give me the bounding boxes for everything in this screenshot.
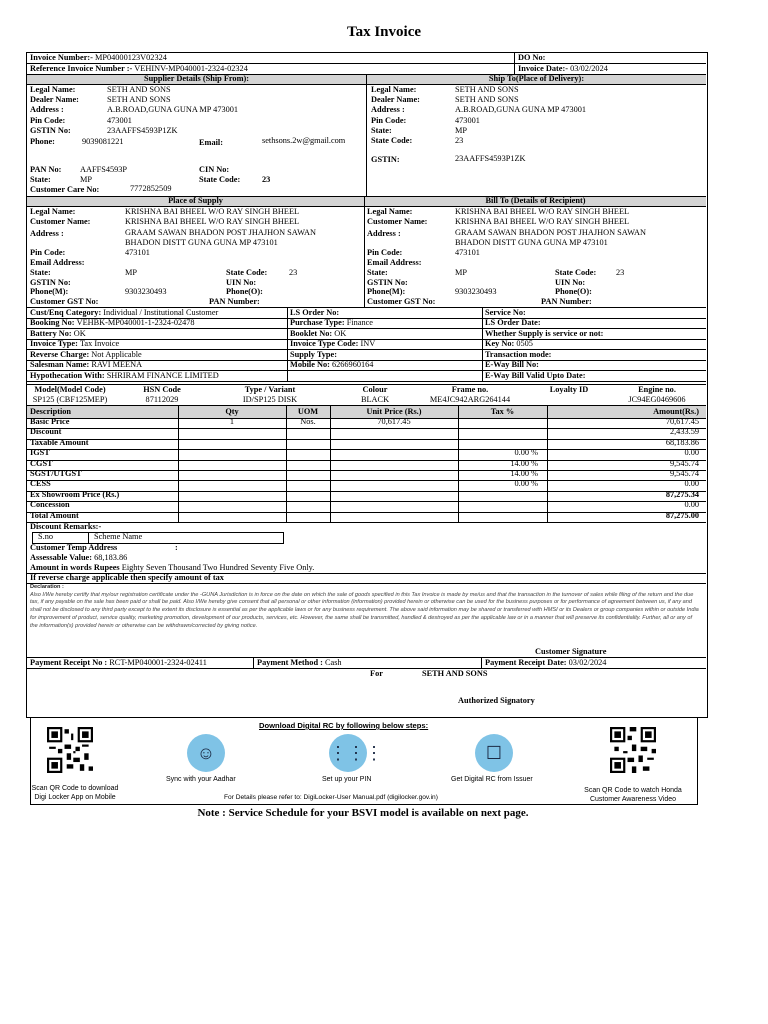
info-field: Transaction mode:	[485, 350, 552, 359]
service-schedule-note: Note : Service Schedule for your BSVI model is available on next page.	[197, 807, 529, 819]
payment-receipt-no: Payment Receipt No : RCT-MP040001-2324-02411	[30, 658, 207, 667]
vehicle-header: Colour	[362, 385, 388, 394]
digital-rc-heading: Download Digital RC by following below steps:	[259, 721, 429, 730]
items-header: UOM	[297, 407, 319, 416]
pos-state-code: 23	[289, 268, 298, 277]
info-field: Booking No: VEHBK-MP040001-1-2324-02478	[30, 318, 195, 327]
scheme-name-header: Scheme Name	[94, 532, 143, 541]
for-label: For	[370, 669, 383, 678]
label: Dealer Name:	[371, 95, 420, 104]
info-field: Invoice Type Code: INV	[290, 339, 376, 348]
customer-temp-address: Customer Temp Address	[30, 543, 118, 552]
label: CIN No:	[199, 165, 230, 174]
pos-customer-name: KRISHNA BAI BHEEL W/O RAY SINGH BHEEL	[125, 217, 300, 226]
items-cell-tax: 14.00 %	[510, 458, 538, 468]
reverse-charge-note: If reverse charge applicable then specify amount of tax	[30, 573, 224, 582]
amount-in-words: Amount in words Rupees Eighty Seven Thousand Two Hundred Seventy Five Only.	[30, 563, 315, 572]
info-field: Mobile No: 6266960164	[290, 360, 374, 369]
info-field: Battery No: OK	[30, 329, 86, 338]
items-cell-desc: Discount	[30, 427, 62, 437]
vehicle-value: SP125 (CBF125MEP)	[32, 395, 108, 404]
vehicle-header: Model(Model Code)	[34, 385, 106, 394]
pos-state: MP	[125, 268, 137, 277]
label: Legal Name:	[371, 85, 417, 94]
step-sync-aadhar: Sync with your Aadhar	[166, 776, 236, 783]
label: Dealer Name:	[30, 95, 79, 104]
digilocker-qr-icon[interactable]	[47, 727, 93, 773]
items-cell-tax: 14.00 %	[510, 469, 538, 478]
info-field: LS Order Date:	[485, 318, 541, 327]
label: State:	[30, 175, 51, 184]
supplier-state: MP	[80, 175, 92, 184]
phone-document-icon: ☐	[475, 734, 513, 772]
label: Phone(O):	[226, 287, 263, 296]
for-dealer-name: SETH AND SONS	[422, 669, 488, 678]
label: State Code:	[199, 175, 241, 184]
declaration-text: Also I/We hereby certify that my/our registration certificate under the -GUNA Jurisdiction is in force on the date on which the sale of goods specified in this Tax Invoice is made by me/us and that the transaction in the turnover of sales while filing of the return and the due tax, if any payable on the sale has been paid or shall be paid. Also I/We hereby give consent that all personal or other information (information) provided herein or otherwise can be used for the business purposes or for performance of agreement between us, if any and shall not be disclosed to any third party except to the extent its disclosure is essential as per the applicable laws or for any business requirement. The above said information may be shared or transferred with HMSI or its Dealers or group companies within or outside India for improvement of product, service quality, marketing promotion, development of our products, services, etc. However, the same shall be transmitted, handled & destroyed as per the applicable law or in a manner that will preserve its confidentiality. Further, all or any of the information(s) provided herein or otherwise can be withdrawn/corrected by giving notice.	[30, 591, 699, 629]
label: UIN No:	[226, 278, 257, 287]
payment-method: Payment Method : Cash	[257, 658, 342, 667]
payment-receipt-date: Payment Receipt Date: 03/02/2024	[485, 658, 607, 667]
items-cell-desc: CESS	[30, 479, 51, 489]
items-header: Amount(Rs.)	[653, 407, 699, 416]
label: Pin Code:	[30, 116, 66, 125]
label: Customer Name:	[367, 217, 428, 226]
authorized-signatory: Authorized Signatory	[458, 696, 535, 705]
ship-gstin: 23AAFFS4593P1ZK	[455, 154, 526, 163]
label: PAN Number:	[541, 297, 592, 306]
customer-signature: Customer Signature	[535, 647, 607, 656]
label: UIN No:	[555, 278, 586, 287]
vehicle-header: Loyalty ID	[549, 385, 589, 394]
label: Address :	[30, 105, 64, 114]
colon: :	[175, 543, 178, 552]
do-no: DO No:	[518, 53, 546, 62]
honda-video-qr-icon[interactable]	[610, 727, 656, 773]
place-of-supply-heading: Place of Supply	[168, 196, 223, 205]
items-cell-amt: 87,275.00	[665, 510, 699, 520]
label: Pin Code:	[371, 116, 407, 125]
pos-address-line1: GRAAM SAWAN BHADON POST JHAJHON SAWAN	[125, 228, 316, 237]
label: Phone:	[30, 137, 55, 146]
label: Pin Code:	[30, 248, 66, 257]
pos-phone: 9303230493	[125, 287, 167, 296]
invoice-number: Invoice Number:- MP04000123V02324	[30, 53, 167, 62]
label: Email:	[199, 138, 223, 147]
label: PAN Number:	[209, 297, 260, 306]
ship-dealer-name: SETH AND SONS	[455, 95, 519, 104]
items-cell-amt: 0.00	[684, 448, 699, 458]
aadhar-sync-icon: ☺	[187, 734, 225, 772]
pos-legal-name: KRISHNA BAI BHEEL W/O RAY SINGH BHEEL	[125, 207, 300, 216]
items-cell-uom: Nos.	[300, 417, 316, 426]
label: Customer GST No:	[367, 297, 436, 306]
label: Pin Code:	[367, 248, 403, 257]
supplier-care-no: 7772852509	[130, 184, 172, 193]
label: Email Address:	[367, 258, 422, 267]
supplier-heading: Supplier Details (Ship From):	[143, 74, 250, 83]
items-cell-amt: 9,545.74	[669, 458, 699, 468]
bill-address-line1: GRAAM SAWAN BHADON POST JHAJHON SAWAN	[455, 228, 646, 237]
items-cell-desc: Ex Showroom Price (Rs.)	[30, 489, 120, 499]
label: Phone(M):	[30, 287, 69, 296]
items-header: Description	[30, 407, 72, 416]
declaration	[30, 584, 700, 630]
vehicle-value: BLACK	[360, 395, 390, 404]
info-field: E-Way Bill No:	[485, 360, 539, 369]
label: Phone(M):	[367, 287, 406, 296]
label: Phone(O):	[555, 287, 592, 296]
right-qr-caption: Scan QR Code to watch Honda Customer Awareness Video	[584, 787, 682, 803]
scheme-sno-header: S.no	[38, 532, 53, 541]
label: State:	[367, 268, 388, 277]
items-header: Unit Price (Rs.)	[366, 407, 422, 416]
supplier-state-code: 23	[262, 175, 271, 184]
declaration-heading: Declaration :	[30, 584, 64, 590]
items-cell-qty: 1	[229, 417, 235, 426]
ship-to-heading: Ship To(Place of Delivery):	[488, 74, 585, 83]
bill-phone: 9303230493	[455, 287, 497, 296]
supplier-address: A.B.ROAD,GUNA GUNA MP 473001	[107, 105, 239, 114]
items-cell-desc: Taxable Amount	[30, 437, 89, 447]
supplier-legal-name: SETH AND SONS	[107, 85, 171, 94]
label: State Code:	[226, 268, 268, 277]
ship-state-code: 23	[455, 136, 464, 145]
items-cell-desc: Concession	[30, 500, 70, 510]
items-cell-unit: 70,617.45	[377, 417, 411, 426]
supplier-gstin: 23AAFFS4593P1ZK	[107, 126, 178, 135]
vehicle-header: Engine no.	[638, 385, 676, 394]
info-field: Reverse Charge: Not Applicable	[30, 350, 142, 359]
label: Customer GST No:	[30, 297, 99, 306]
reference-invoice: Reference Invoice Number :- VEHINV-MP040001-2324-02324	[30, 64, 248, 73]
label: Customer Care No:	[30, 185, 100, 194]
items-cell-amt: 0.00	[684, 500, 699, 510]
label: Legal Name:	[367, 207, 413, 216]
bill-state: MP	[455, 268, 467, 277]
info-field: LS Order No:	[290, 308, 340, 317]
bill-address-line2: BHADON DISTT GUNA GUNA MP 473101	[455, 238, 608, 247]
items-cell-tax: 0.00 %	[514, 479, 538, 489]
label: Address :	[371, 105, 405, 114]
label: State Code:	[371, 136, 413, 145]
ship-pin: 473001	[455, 116, 480, 125]
supplier-dealer-name: SETH AND SONS	[107, 95, 171, 104]
label: Address :	[30, 229, 64, 238]
items-header: Tax %	[490, 407, 515, 416]
label: Customer Name:	[30, 217, 91, 226]
vehicle-header: Type / Variant	[244, 385, 296, 394]
label: GSTIN No:	[30, 278, 71, 287]
label: State:	[30, 268, 51, 277]
items-header: Qty	[225, 407, 239, 416]
vehicle-value: ME4JC942ARG264144	[429, 395, 511, 404]
ship-address: A.B.ROAD,GUNA GUNA MP 473001	[455, 105, 587, 114]
items-cell-desc: Basic Price	[30, 417, 70, 426]
digilocker-details[interactable]: For Details please refer to: DigiLocker-User Manual.pdf (digilocker.gov.in)	[224, 794, 438, 801]
label: GSTIN:	[371, 155, 400, 164]
left-qr-caption: Scan QR Code to download Digi Locker App on Mobile	[31, 785, 119, 801]
vehicle-value: ID/SP125 DISK	[242, 395, 298, 404]
items-cell-desc: CGST	[30, 458, 53, 468]
label: State:	[371, 126, 392, 135]
info-field: Salesman Name: RAVI MEENA	[30, 360, 143, 369]
info-field: Key No: 0505	[485, 339, 533, 348]
label: GSTIN No:	[367, 278, 408, 287]
vehicle-value: 87112029	[145, 395, 179, 404]
bill-pin: 473101	[455, 248, 480, 257]
items-cell-desc: SGST/UTGST	[30, 469, 82, 478]
step-get-rc: Get Digital RC from Issuer	[451, 776, 533, 783]
info-field: E-Way Bill Valid Upto Date:	[485, 371, 586, 380]
vehicle-header: Frame no.	[451, 385, 489, 394]
supplier-pan: AAFFS4593P	[80, 165, 128, 174]
bill-to-heading: Bill To (Details of Recipient)	[485, 196, 586, 205]
supplier-email: sethsons.2w@gmail.com	[262, 136, 346, 145]
items-cell-desc: IGST	[30, 448, 50, 458]
items-cell-desc: Total Amount	[30, 510, 79, 520]
bill-legal-name: KRISHNA BAI BHEEL W/O RAY SINGH BHEEL	[455, 207, 630, 216]
pos-address-line2: BHADON DISTT GUNA GUNA MP 473101	[125, 238, 278, 247]
info-field: Cust/Enq Category: Individual / Institutional Customer	[30, 308, 219, 317]
items-cell-amt: 87,275.34	[665, 489, 699, 499]
info-field: Hypothecation With: SHRIRAM FINANCE LIMITED	[30, 371, 219, 380]
label: PAN No:	[30, 165, 62, 174]
label: Legal Name:	[30, 85, 76, 94]
label: Legal Name:	[30, 207, 76, 216]
supplier-phone: 9039081221	[82, 137, 124, 146]
info-field: Whether Supply is service or not:	[485, 329, 604, 338]
ship-legal-name: SETH AND SONS	[455, 85, 519, 94]
invoice-date: Invoice Date:- 03/02/2024	[518, 64, 608, 73]
supplier-pin: 473001	[107, 116, 132, 125]
info-field: Purchase Type: Finance	[290, 318, 373, 327]
vehicle-header: HSN Code	[143, 385, 181, 394]
label: State Code:	[555, 268, 597, 277]
label: Email Address:	[30, 258, 85, 267]
info-field: Invoice Type: Tax Invoice	[30, 339, 120, 348]
items-cell-tax: 0.00 %	[514, 448, 538, 458]
page-title: Tax Invoice	[346, 24, 422, 40]
label: GSTIN No:	[30, 126, 71, 135]
vehicle-value: JC94EG0469606	[628, 395, 686, 404]
assessable-value: Assessable Value: 68,183.86	[30, 553, 128, 562]
bill-state-code: 23	[616, 268, 625, 277]
step-setup-pin: Set up your PIN	[322, 776, 372, 783]
items-cell-amt: 68,183.86	[665, 437, 699, 447]
label: Address :	[367, 229, 401, 238]
info-field: Booklet No: OK	[290, 329, 347, 338]
info-field: Service No:	[485, 308, 526, 317]
bill-customer-name: KRISHNA BAI BHEEL W/O RAY SINGH BHEEL	[455, 217, 630, 226]
pos-pin: 473101	[125, 248, 150, 257]
items-cell-amt: 9,545.74	[669, 469, 699, 478]
ship-state: MP	[455, 126, 467, 135]
items-cell-amt: 2,433.59	[669, 427, 699, 437]
info-field: Supply Type:	[290, 350, 337, 359]
pin-keypad-icon: ⋮⋮⋮	[329, 734, 367, 772]
items-cell-amt: 0.00	[684, 479, 699, 489]
items-cell-amt: 70,617.45	[665, 417, 699, 426]
discount-remarks: Discount Remarks:-	[30, 522, 102, 531]
